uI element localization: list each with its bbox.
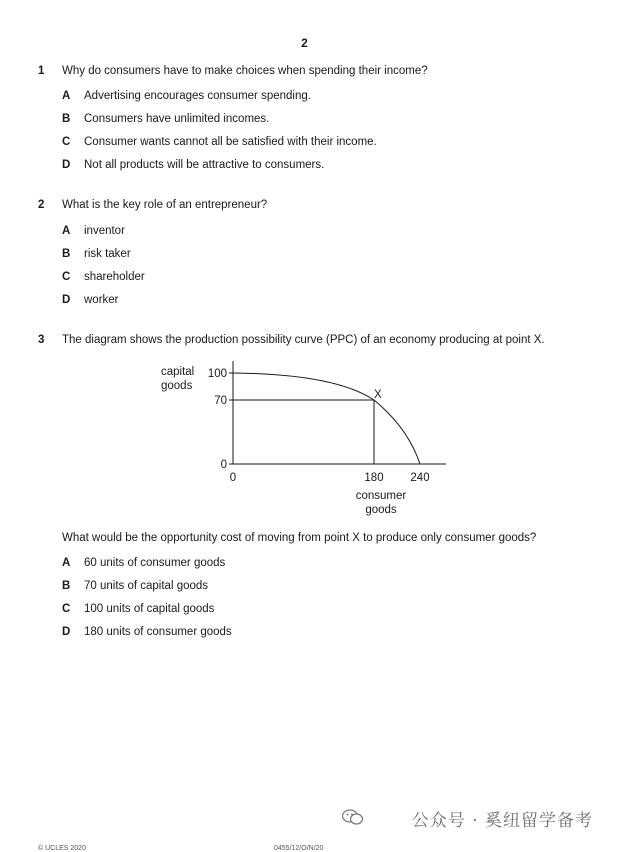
y-tick-label-100: 100 [207,368,227,380]
q2-option-c-letter: C [62,271,71,283]
q2-option-b-letter: B [62,248,71,260]
x-tick-label-180: 180 [364,472,384,484]
x-tick-label-0: 0 [229,472,237,484]
footer-code: 0455/12/O/N/20 [274,845,324,852]
x-axis-label-line1: consumer [355,490,407,502]
question-3-followup: What would be the opportunity cost of moving from point X to produce only consumer goods? [62,532,537,544]
q1-option-d-text: Not all products will be attractive to consumers. [84,159,325,171]
question-3-text: The diagram shows the production possibility curve (PPC) of an economy producing at point X. [62,334,545,346]
chat-bubble-icon [342,808,364,826]
q3-option-a-letter: A [62,557,71,569]
q1-option-b-text: Consumers have unlimited incomes. [84,113,270,125]
q3-option-d-text: 180 units of consumer goods [84,626,232,638]
y-tick-label-70: 70 [214,395,227,407]
q3-option-c-letter: C [62,603,71,615]
y-axis-label-line2: goods [161,380,193,392]
x-tick-label-240: 240 [410,472,430,484]
point-x-label: X [374,389,382,401]
q3-option-b-letter: B [62,580,71,592]
ppc-curve [233,373,420,464]
q2-option-d-text: worker [84,294,119,306]
q1-option-a-letter: A [62,90,71,102]
question-3-number: 3 [38,334,45,346]
q3-option-a-text: 60 units of consumer goods [84,557,226,569]
q2-option-b-text: risk taker [84,248,131,260]
q1-option-c-text: Consumer wants cannot all be satisfied with their income. [84,136,377,148]
x-axis-label-line2: goods [365,504,397,516]
question-2-text: What is the key role of an entrepreneur? [62,199,268,211]
watermark-text: 公众号 · 奚纽留学备考 [411,811,593,831]
page-number: 2 [301,36,308,50]
question-1-text: Why do consumers have to make choices when spending their income? [62,65,428,77]
footer-copyright: © UCLES 2020 [38,845,86,852]
q1-option-d-letter: D [62,159,71,171]
question-2-number: 2 [38,199,45,211]
q2-option-c-text: shareholder [84,271,145,283]
q3-option-c-text: 100 units of capital goods [84,603,215,615]
q1-option-b-letter: B [62,113,71,125]
q3-option-b-text: 70 units of capital goods [84,580,209,592]
q2-option-a-text: inventor [84,225,125,237]
q3-option-d-letter: D [62,626,71,638]
q1-option-a-text: Advertising encourages consumer spending. [84,90,311,102]
q1-option-c-letter: C [62,136,71,148]
y-tick-label-0: 0 [220,459,227,471]
y-axis-label-line1: capital [161,366,195,378]
q2-option-a-letter: A [62,225,71,237]
question-1-number: 1 [38,65,45,77]
q2-option-d-letter: D [62,294,71,306]
